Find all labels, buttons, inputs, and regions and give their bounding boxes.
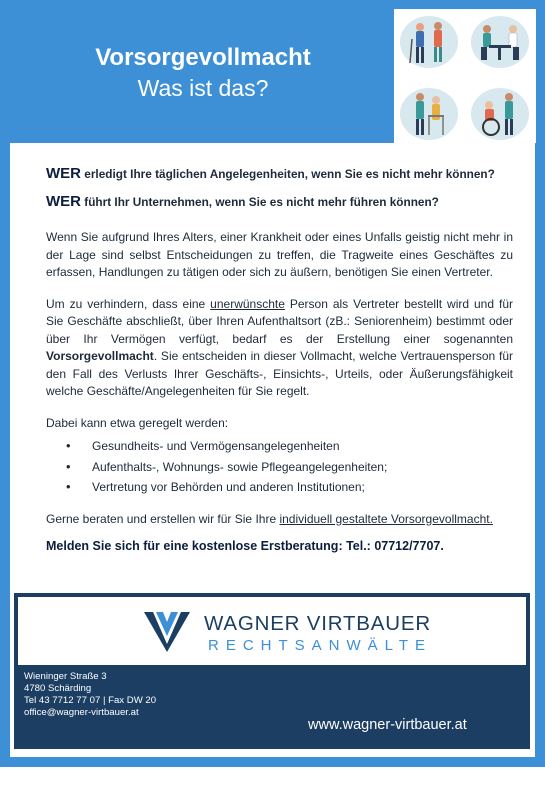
wv-logo-icon: [144, 610, 190, 652]
contact-address: [24, 671, 156, 719]
bottom-border: [0, 757, 545, 767]
right-border: [535, 143, 545, 757]
document-body: [46, 165, 513, 568]
question-daily: WER erledigt Ihre täglichen Angelegenheiten, wenn Sie es nicht mehr können?: [46, 165, 495, 182]
list-item: • Vertretung vor Behörden und anderen Institutionen;: [92, 479, 513, 497]
caregiver-wheelchair-icon: [469, 85, 531, 143]
call-to-action: Melden Sie sich für eine kostenlose Erstberatung: Tel.: 07712/7707.: [46, 539, 444, 553]
list-item: • Aufenthalts-, Wohnungs- sowie Pflegeangelegenheiten;: [92, 459, 513, 477]
address-email[interactable]: office@wagner-virtbauer.at: [24, 707, 139, 718]
caregiver-walker-icon: [398, 85, 460, 143]
illustration-grid: [394, 9, 536, 149]
page-subtitle: Was ist das?: [137, 75, 269, 101]
left-border: [0, 143, 10, 757]
address-street: Wieninger Straße 3: [24, 671, 107, 682]
list-item: • Gesundheits- und Vermögensangelegenheiten: [92, 438, 513, 456]
paragraph-intro: Wenn Sie aufgrund Ihres Alters, einer Krankheit oder eines Unfalls geistig nicht mehr in der Lage sind selbst Entscheidungen zu treffen, die Tragweite eines Geschäftes zu erfassen, Handlungen zu tätigen oder sich zu äußern, benötigen Sie einen Vertreter.: [46, 230, 513, 279]
caregiver-table-icon: [469, 13, 531, 71]
paragraph-offer: Gerne beraten und erstellen wir für Sie Ihre individuell gestaltete Vorsorgevollmacht.: [46, 511, 493, 526]
address-city: 4780 Schärding: [24, 683, 92, 694]
firm-subtitle: RECHTSANWÄLTE: [208, 637, 433, 654]
logo-box: [18, 597, 526, 665]
list-intro: Dabei kann etwa geregelt werden:: [46, 415, 229, 430]
question-business: WER führt Ihr Unternehmen, wenn Sie es nicht mehr führen können?: [46, 193, 439, 210]
page-title: Vorsorgevollmacht: [95, 44, 311, 71]
footer-panel: [14, 593, 530, 749]
address-phone: Tel 43 7712 77 07 | Fax DW 20: [24, 695, 157, 706]
paragraph-explanation: Um zu verhindern, dass eine unerwünschte Person als Vertreter bestellt wird und für Sie Geschäfte abschließt, über Ihren Aufenthaltsort (zB.: Seniorenheim) bestimmt oder über Ihr Vermögen verfügt, bedarf es der Erstellung einer sogenannten Vorsorgevollmacht. Sie entscheiden in dieser Vollmacht, welche Vertrauensperson für den Fall des Verlusts Ihrer Geschäfts-, Einsichts-, Urteils, oder Äußerungsfähigkeit welche Geschäfte/Angelegenheiten für Sie regelt.: [46, 296, 513, 398]
website-link[interactable]: www.wagner-virtbauer.at: [308, 717, 467, 733]
firm-name: WAGNER VIRTBAUER: [204, 612, 431, 635]
topics-list: [46, 438, 513, 497]
caregiver-walking-icon: [398, 13, 460, 71]
